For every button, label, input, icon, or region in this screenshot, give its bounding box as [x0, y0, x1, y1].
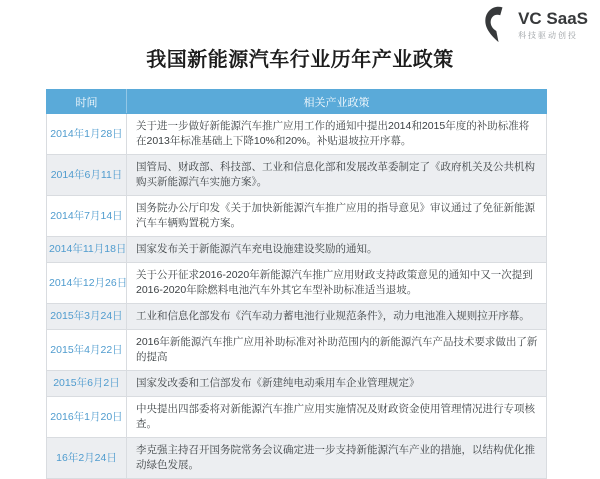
policy-date: 16年2月24日 [47, 438, 127, 479]
vcsaas-logo [484, 6, 588, 43]
policy-date: 2014年12月26日 [47, 263, 127, 304]
table-row [47, 330, 547, 371]
policy-table-container [46, 89, 547, 479]
table-header-row [47, 90, 547, 114]
policy-table [46, 89, 547, 479]
policy-table-rows [47, 114, 547, 479]
table-row [47, 237, 547, 263]
policy-text: 国家发改委和工信部发布《新建纯电动乘用车企业管理规定》 [127, 371, 547, 397]
column-header-date: 时间 [47, 90, 127, 114]
page-title: 我国新能源汽车行业历年产业政策 [146, 49, 454, 71]
policy-date: 2014年6月11日 [47, 155, 127, 196]
policy-text: 2016年新能源汽车推广应用补助标准对补助范围内的新能源汽车产品技术要求做出了新的提高 [127, 330, 547, 371]
table-row [47, 155, 547, 196]
table-row [47, 397, 547, 438]
policy-text: 中央提出四部委将对新能源汽车推广应用实施情况及财政资金使用管理情况进行专项核查。 [127, 397, 547, 438]
policy-date: 2015年6月2日 [47, 371, 127, 397]
table-row [47, 438, 547, 479]
table-row [47, 263, 547, 304]
policy-date: 2014年11月18日 [47, 237, 127, 263]
column-header-policy: 相关产业政策 [127, 90, 547, 114]
table-row [47, 196, 547, 237]
policy-text: 工业和信息化部发布《汽车动力蓄电池行业规范条件》，动力电池准入规则拉开序幕。 [127, 304, 547, 330]
table-row [47, 304, 547, 330]
policy-text: 李克强主持召开国务院常务会议确定进一步支持新能源汽车产业的措施，以结构优化推动绿色发展。 [127, 438, 547, 479]
policy-date: 2014年7月14日 [47, 196, 127, 237]
table-row [47, 371, 547, 397]
table-row [47, 114, 547, 155]
policy-date: 2016年1月20日 [47, 397, 127, 438]
logo-wordmark: VC SaaS [518, 8, 588, 28]
logo-tagline: 科技驱动创投 [518, 30, 579, 40]
policy-text: 国管局、财政部、科技部、工业和信息化部和发展改革委制定了《政府机关及公共机构购买新能源汽车实施方案》。 [127, 155, 547, 196]
policy-text: 国务院办公厅印发《关于加快新能源汽车推广应用的指导意见》审议通过了免征新能源汽车车辆购置税方案。 [127, 196, 547, 237]
policy-text: 国家发布关于新能源汽车充电设施建设奖励的通知。 [127, 237, 547, 263]
policy-date: 2014年1月28日 [47, 114, 127, 155]
policy-text: 关于进一步做好新能源汽车推广应用工作的通知中提出2014和2015年度的补助标准将在2013年标准基础上下降10%和20%。补贴退坡拉开序幕。 [127, 114, 547, 155]
policy-date: 2015年3月24日 [47, 304, 127, 330]
policy-text: 关于公开征求2016-2020年新能源汽车推广应用财政支持政策意见的通知中又一次提到2016-2020年除燃料电池汽车外其它车型补助标准适当退坡。 [127, 263, 547, 304]
vcsaas-logo-icon [484, 6, 512, 43]
policy-date: 2015年4月22日 [47, 330, 127, 371]
